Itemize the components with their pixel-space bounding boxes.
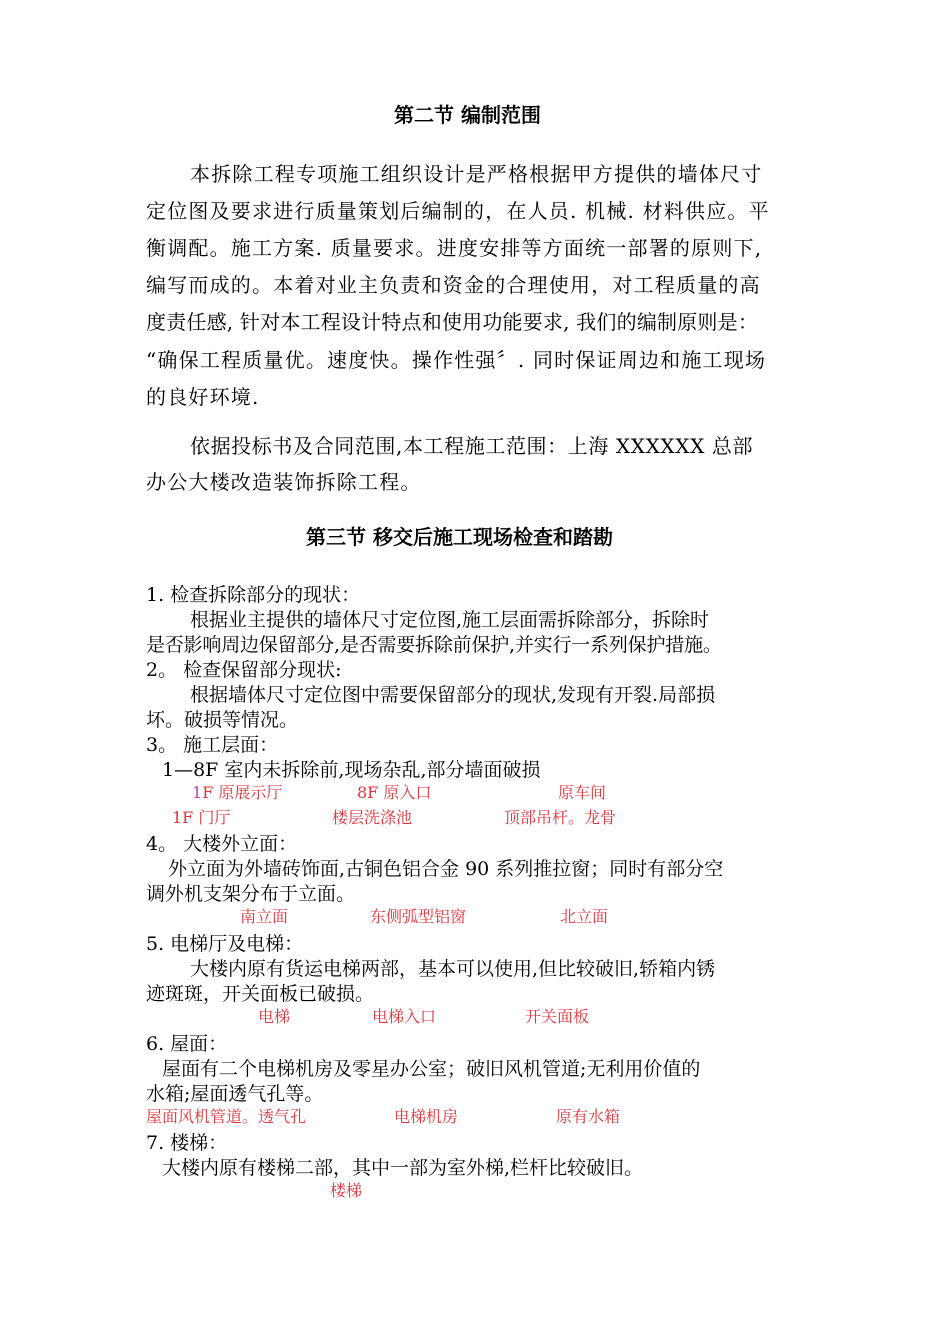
item-body-line: 1—8F 室内未拆除前,现场杂乱,部分墙面破损 <box>162 759 541 781</box>
item-body-line: 水箱;屋面透气孔等。 <box>146 1083 324 1105</box>
item-body-line: 大楼内原有楼梯二部，其中一部为室外梯,栏杆比较破旧。 <box>162 1157 644 1179</box>
photo-caption: 东侧弧型铝窗 <box>370 907 467 926</box>
photo-caption: 屋面风机管道。透气孔 <box>146 1107 307 1126</box>
item-title: 6. 屋面： <box>146 1033 228 1055</box>
item-body-line: 迹斑斑，开关面板已破损。 <box>146 983 375 1005</box>
item-body-line: 大楼内原有货运电梯两部，基本可以使用,但比较破旧,轿箱内锈 <box>190 958 716 980</box>
item-title: 5. 电梯厅及电梯： <box>146 933 304 955</box>
photo-caption: 8F 原入口 <box>357 783 432 802</box>
item-body-line: 根据墙体尺寸定位图中需要保留部分的现状,发现有开裂.局部损 <box>190 684 716 706</box>
item-title: 1. 检查拆除部分的现状： <box>146 584 361 606</box>
photo-caption: 楼层洗涤池 <box>332 808 413 827</box>
photo-caption: 1F 门厅 <box>172 808 231 827</box>
photo-caption: 原有水箱 <box>556 1107 621 1126</box>
item-body-line: 外立面为外墙砖饰面,古铜色铝合金 90 系列推拉窗；同时有部分空 <box>168 858 724 880</box>
photo-caption: 1F 原展示厅 <box>192 783 283 802</box>
photo-caption: 南立面 <box>240 907 289 926</box>
photo-caption: 北立面 <box>560 907 609 926</box>
paragraph-line: 定位图及要求进行质量策划后编制的，在人员. 机械. 材料供应。平 <box>146 199 770 223</box>
item-title: 4。 大楼外立面： <box>146 833 298 855</box>
photo-caption: 开关面板 <box>525 1007 590 1026</box>
item-body-line: 根据业主提供的墙体尺寸定位图,施工层面需拆除部分，拆除时 <box>190 609 710 631</box>
paragraph-line: 本拆除工程专项施工组织设计是严格根据甲方提供的墙体尺寸 <box>190 162 763 186</box>
section-heading: 第三节 移交后施工现场检查和踏勘 <box>306 525 613 549</box>
photo-caption: 电梯 <box>258 1007 291 1026</box>
photo-caption: 电梯机房 <box>394 1107 459 1126</box>
paragraph-line: “确保工程质量优。速度快。操作性强〞. 同时保证周边和施工现场 <box>146 348 767 372</box>
photo-caption: 顶部吊杆。龙骨 <box>504 808 617 827</box>
item-title: 3。 施工层面： <box>146 734 279 756</box>
paragraph-line: 编写而成的。本着对业主负责和资金的合理使用，对工程质量的高 <box>146 273 761 297</box>
photo-caption: 楼梯 <box>330 1181 363 1200</box>
paragraph-line: 的良好环境. <box>146 385 260 409</box>
paragraph-line: 度责任感, 针对本工程设计特点和使用功能要求, 我们的编制原则是： <box>146 310 759 334</box>
photo-caption: 电梯入口 <box>372 1007 437 1026</box>
item-body-line: 坏。破损等情况。 <box>146 709 299 731</box>
paragraph-line: 依据投标书及合同范围,本工程施工范围：上海 XXXXXX 总部 <box>190 434 754 458</box>
item-body-line: 屋面有二个电梯机房及零星办公室；破旧风机管道;无利用价值的 <box>162 1058 701 1080</box>
item-body-line: 是否影响周边保留部分,是否需要拆除前保护,并实行一系列保护措施。 <box>146 634 722 656</box>
item-title: 7. 楼梯： <box>146 1132 228 1154</box>
section-heading: 第二节 编制范围 <box>394 103 541 127</box>
item-title: 2。 检查保留部分现状: <box>146 659 342 681</box>
paragraph-line: 办公大楼改造装饰拆除工程。 <box>146 470 422 494</box>
item-body-line: 调外机支架分布于立面。 <box>146 883 356 905</box>
photo-caption: 原车间 <box>558 783 607 802</box>
paragraph-line: 衡调配。施工方案. 质量要求。进度安排等方面统一部署的原则下, <box>146 236 763 260</box>
